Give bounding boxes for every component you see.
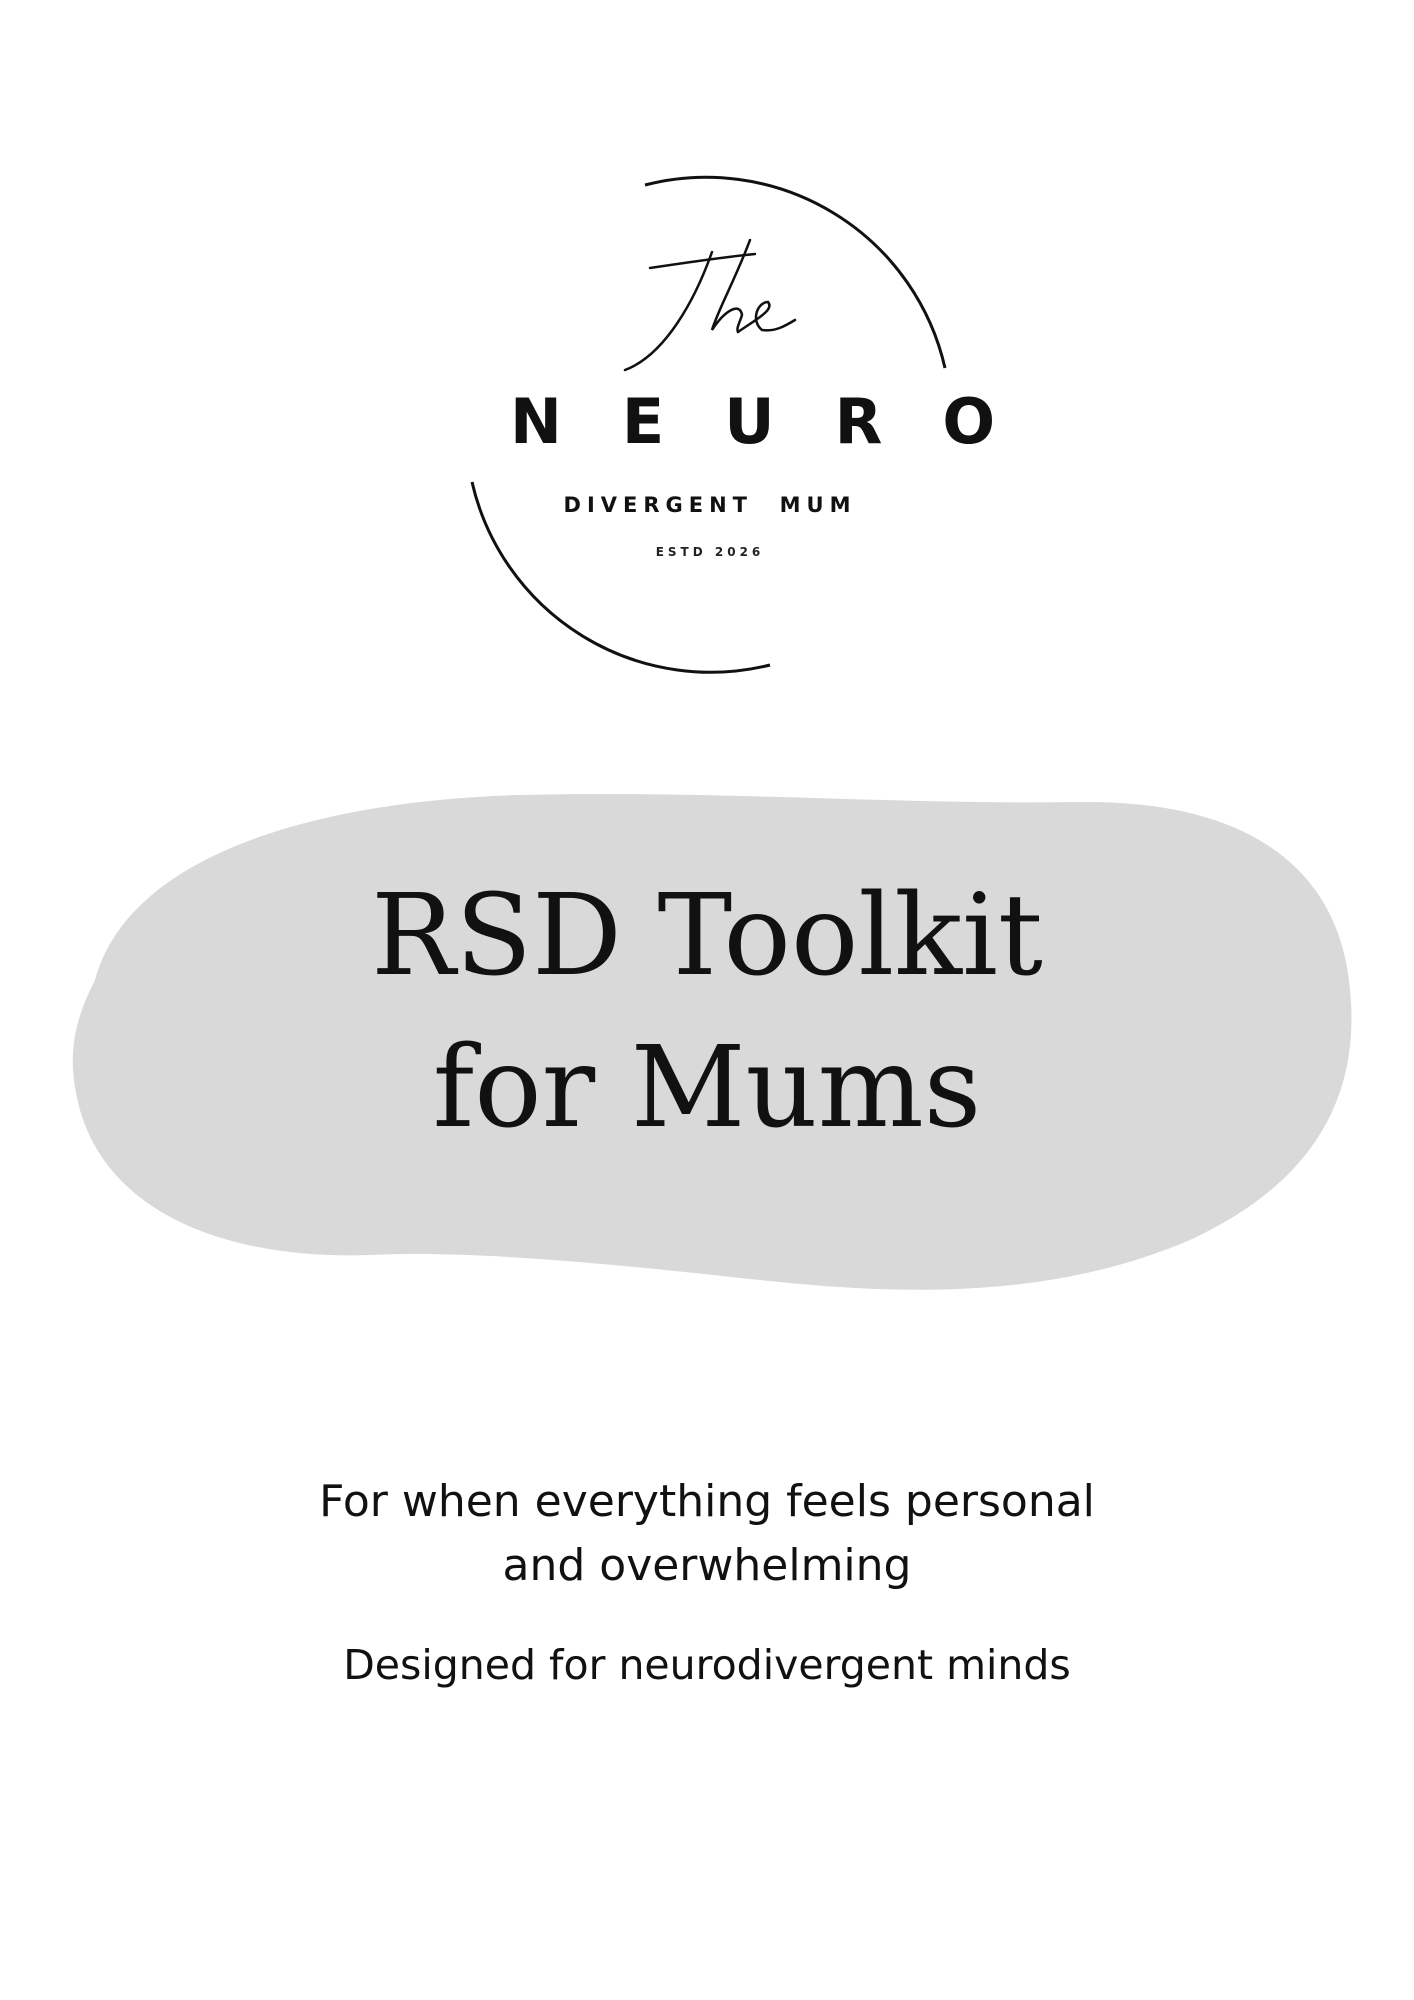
subtagline: Designed for neurodivergent minds — [343, 1641, 1071, 1689]
logo-subtitle: DIVERGENT MUM — [563, 493, 857, 517]
title-line-2: for Mums — [432, 1023, 982, 1153]
title-line-1: RSD Toolkit — [371, 871, 1043, 1001]
logo-established: ESTD 2026 — [655, 545, 765, 559]
tagline-line-2: and overwhelming — [502, 1540, 912, 1591]
tagline-line-1: For when everything feels personal — [319, 1476, 1095, 1527]
logo-wordmark: NEURO — [510, 385, 1056, 458]
document-title — [0, 860, 1414, 1164]
tagline — [0, 1470, 1414, 1598]
brand-logo — [450, 170, 1056, 690]
